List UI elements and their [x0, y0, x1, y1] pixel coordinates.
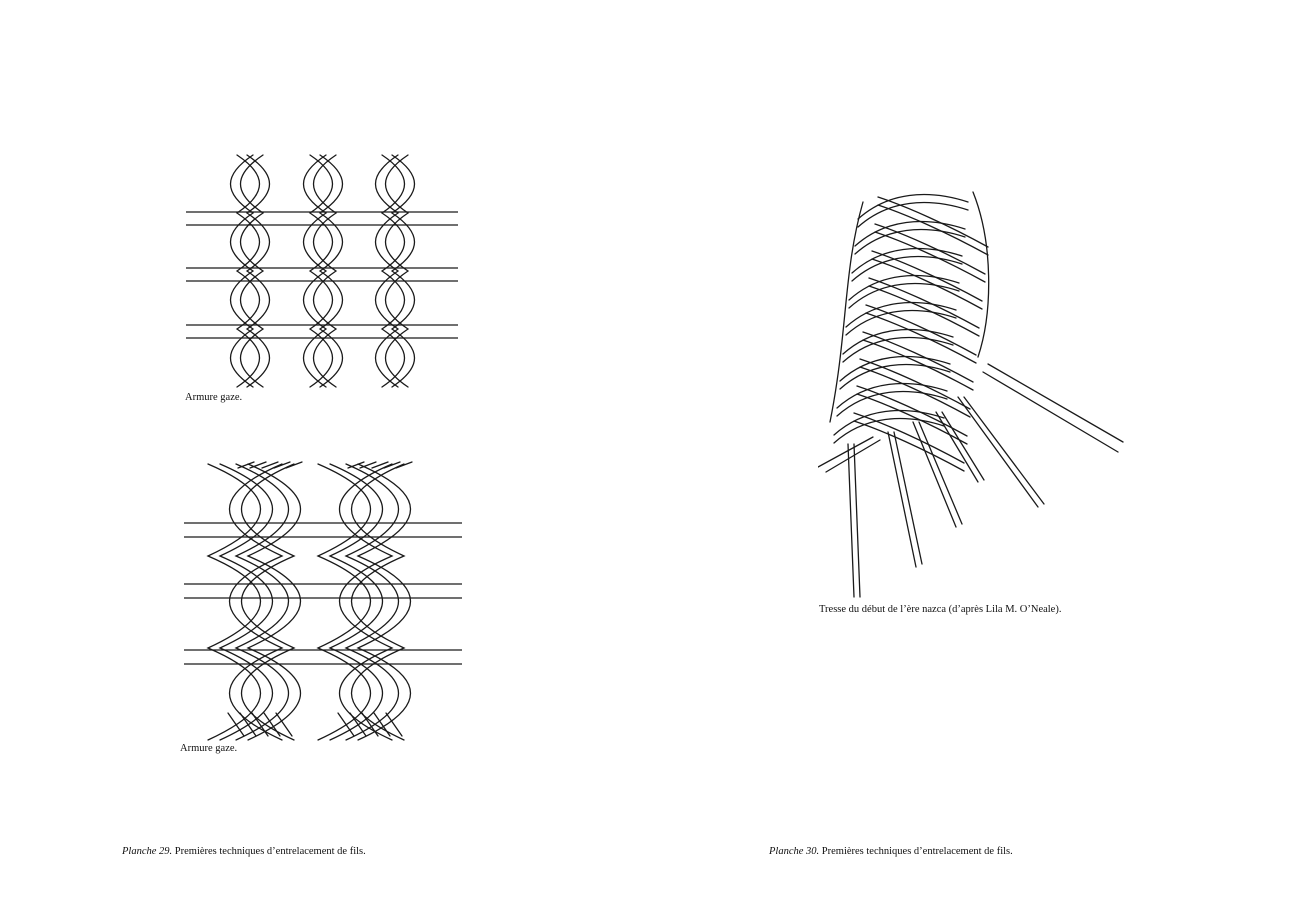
warp-strand — [330, 464, 383, 740]
loose-strand — [983, 372, 1118, 452]
braid-strand — [843, 338, 953, 362]
warp-strand — [386, 155, 409, 387]
warp-strand — [237, 155, 260, 387]
warp-strand — [241, 155, 264, 387]
loose-strand — [848, 444, 854, 597]
braid-strand — [840, 365, 950, 389]
loose-strand — [818, 437, 873, 467]
plate-30-caption — [769, 845, 1013, 858]
braid-strand — [858, 203, 968, 227]
nazca-braid-illustration — [818, 182, 1128, 602]
braid-strand — [852, 257, 962, 281]
braid-strand — [855, 230, 965, 254]
warp-strand — [310, 155, 333, 387]
warp-strand — [248, 464, 301, 740]
braid-strand — [846, 311, 956, 335]
loose-strand — [913, 422, 956, 527]
gauze-weave-illustration-2 — [178, 458, 468, 746]
warp-strand — [242, 464, 295, 740]
plate-29-caption — [122, 845, 366, 858]
loose-strand — [958, 397, 1038, 507]
warp-strand — [346, 464, 399, 740]
loose-strand — [964, 397, 1044, 504]
braid-edge — [973, 192, 989, 357]
figure-2-caption: Armure gaze. — [180, 743, 238, 754]
braid-edge — [830, 202, 863, 422]
warp-strand — [358, 464, 411, 740]
warp-strand — [314, 155, 337, 387]
figure-1-caption: Armure gaze. — [185, 392, 243, 403]
plate-title: Premières techniques d’entrelacement de fils. — [174, 846, 366, 857]
left-page — [0, 0, 646, 913]
warp-strand — [340, 464, 393, 740]
warp-strand — [208, 464, 261, 740]
loose-strand — [936, 412, 978, 482]
loose-strand — [988, 364, 1123, 442]
plate-number: Planche 30. — [769, 846, 820, 857]
warp-strand — [230, 464, 283, 740]
plate-number: Planche 29. — [122, 846, 173, 857]
warp-strand — [220, 464, 273, 740]
loose-strand — [826, 440, 880, 472]
loose-strand — [888, 432, 916, 567]
plate-title: Premières techniques d’entrelacement de fils. — [821, 846, 1013, 857]
braid-strand — [849, 284, 959, 308]
braid-figure-caption: Tresse du début de l’ère nazca (d’après Lila M. O’Neale). — [819, 604, 1062, 615]
gauze-weave-illustration-1 — [180, 150, 465, 395]
warp-strand — [382, 155, 405, 387]
right-page — [646, 0, 1293, 913]
warp-strand — [352, 464, 405, 740]
warp-strand — [318, 464, 371, 740]
braid-strand — [837, 392, 947, 416]
loose-strand — [894, 432, 922, 564]
loose-strand — [854, 444, 860, 597]
warp-strand — [236, 464, 289, 740]
